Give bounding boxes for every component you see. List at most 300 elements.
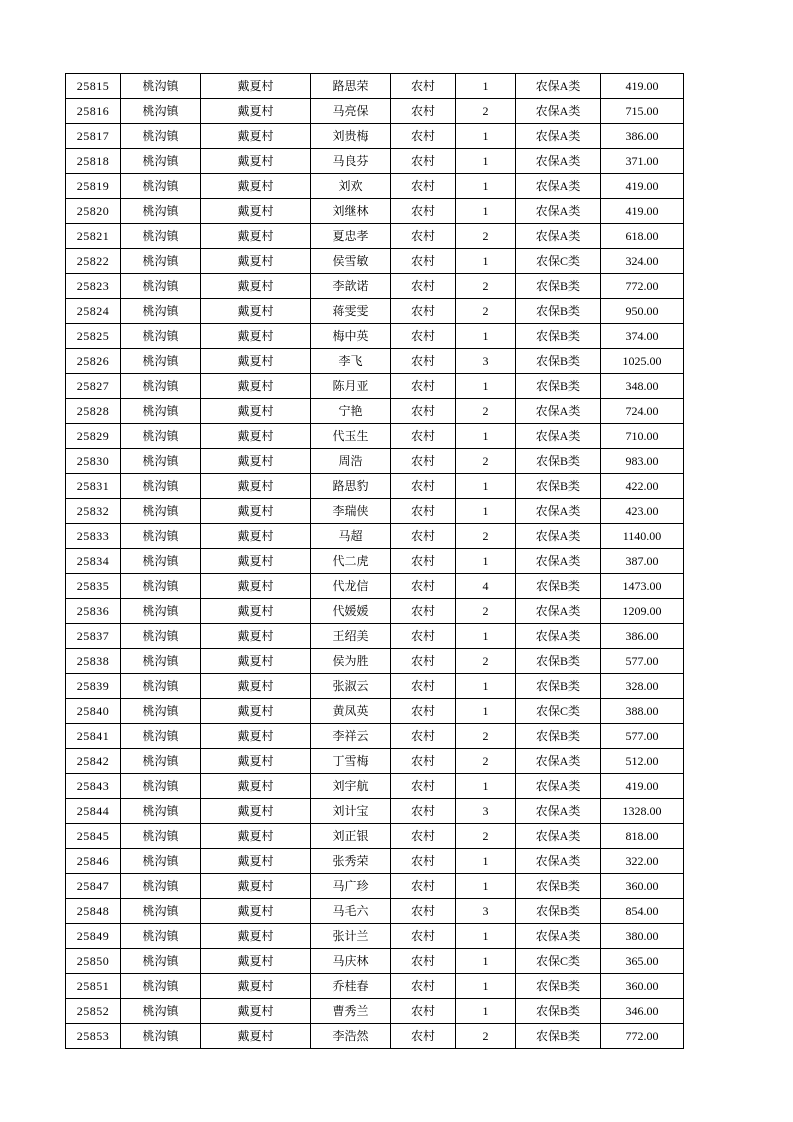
table-row [66,599,684,624]
cell-amount: 512.00 [601,749,684,774]
cell-type: 农村 [391,549,456,574]
cell-village: 戴夏村 [201,599,311,624]
cell-id: 25817 [66,124,121,149]
cell-count: 1 [456,924,516,949]
cell-amount: 322.00 [601,849,684,874]
cell-category: 农保C类 [516,249,601,274]
table-row [66,74,684,99]
cell-name: 李浩然 [311,1024,391,1049]
cell-town: 桃沟镇 [121,124,201,149]
table-row [66,874,684,899]
cell-type: 农村 [391,274,456,299]
cell-count: 2 [456,649,516,674]
cell-name: 侯雪敏 [311,249,391,274]
cell-village: 戴夏村 [201,524,311,549]
cell-id: 25837 [66,624,121,649]
cell-name: 李飞 [311,349,391,374]
table-row [66,724,684,749]
cell-amount: 380.00 [601,924,684,949]
cell-type: 农村 [391,874,456,899]
cell-id: 25848 [66,899,121,924]
cell-id: 25820 [66,199,121,224]
cell-village: 戴夏村 [201,124,311,149]
cell-town: 桃沟镇 [121,399,201,424]
cell-amount: 1473.00 [601,574,684,599]
cell-village: 戴夏村 [201,849,311,874]
cell-type: 农村 [391,924,456,949]
cell-id: 25818 [66,149,121,174]
cell-village: 戴夏村 [201,449,311,474]
table-row [66,349,684,374]
cell-town: 桃沟镇 [121,874,201,899]
cell-name: 曹秀兰 [311,999,391,1024]
cell-category: 农保B类 [516,674,601,699]
cell-count: 2 [456,1024,516,1049]
cell-id: 25836 [66,599,121,624]
cell-type: 农村 [391,249,456,274]
table-row [66,374,684,399]
cell-id: 25822 [66,249,121,274]
cell-type: 农村 [391,674,456,699]
cell-id: 25830 [66,449,121,474]
cell-category: 农保A类 [516,424,601,449]
cell-count: 1 [456,324,516,349]
cell-type: 农村 [391,974,456,999]
table-row [66,649,684,674]
cell-type: 农村 [391,449,456,474]
cell-type: 农村 [391,999,456,1024]
cell-type: 农村 [391,349,456,374]
cell-count: 2 [456,99,516,124]
cell-count: 3 [456,799,516,824]
cell-town: 桃沟镇 [121,974,201,999]
table-row [66,199,684,224]
cell-name: 刘正银 [311,824,391,849]
cell-village: 戴夏村 [201,899,311,924]
cell-town: 桃沟镇 [121,899,201,924]
cell-category: 农保B类 [516,999,601,1024]
cell-count: 2 [456,524,516,549]
cell-count: 1 [456,499,516,524]
cell-name: 马广珍 [311,874,391,899]
table-row [66,849,684,874]
cell-name: 刘贵梅 [311,124,391,149]
cell-id: 25842 [66,749,121,774]
cell-type: 农村 [391,524,456,549]
cell-amount: 422.00 [601,474,684,499]
cell-town: 桃沟镇 [121,499,201,524]
cell-name: 刘宇航 [311,774,391,799]
cell-village: 戴夏村 [201,874,311,899]
cell-type: 农村 [391,649,456,674]
cell-village: 戴夏村 [201,99,311,124]
cell-town: 桃沟镇 [121,524,201,549]
cell-id: 25847 [66,874,121,899]
table-row [66,949,684,974]
cell-category: 农保B类 [516,574,601,599]
cell-category: 农保A类 [516,174,601,199]
cell-category: 农保A类 [516,399,601,424]
cell-village: 戴夏村 [201,174,311,199]
cell-village: 戴夏村 [201,149,311,174]
cell-name: 乔桂春 [311,974,391,999]
cell-category: 农保B类 [516,449,601,474]
cell-type: 农村 [391,574,456,599]
cell-count: 1 [456,549,516,574]
cell-amount: 1209.00 [601,599,684,624]
cell-id: 25823 [66,274,121,299]
cell-category: 农保A类 [516,749,601,774]
cell-amount: 360.00 [601,874,684,899]
cell-amount: 371.00 [601,149,684,174]
cell-id: 25833 [66,524,121,549]
table-row [66,1024,684,1049]
cell-id: 25832 [66,499,121,524]
cell-village: 戴夏村 [201,824,311,849]
cell-type: 农村 [391,299,456,324]
cell-name: 宁艳 [311,399,391,424]
cell-amount: 388.00 [601,699,684,724]
cell-id: 25821 [66,224,121,249]
cell-category: 农保A类 [516,124,601,149]
cell-count: 2 [456,599,516,624]
cell-name: 张秀荣 [311,849,391,874]
cell-category: 农保B类 [516,724,601,749]
cell-category: 农保B类 [516,349,601,374]
cell-type: 农村 [391,749,456,774]
cell-category: 农保C类 [516,949,601,974]
cell-name: 刘欢 [311,174,391,199]
cell-type: 农村 [391,399,456,424]
cell-town: 桃沟镇 [121,599,201,624]
cell-town: 桃沟镇 [121,424,201,449]
cell-category: 农保B类 [516,374,601,399]
cell-town: 桃沟镇 [121,99,201,124]
cell-type: 农村 [391,774,456,799]
cell-amount: 386.00 [601,624,684,649]
cell-category: 农保B类 [516,649,601,674]
cell-amount: 854.00 [601,899,684,924]
cell-amount: 374.00 [601,324,684,349]
cell-id: 25834 [66,549,121,574]
cell-type: 农村 [391,624,456,649]
cell-name: 蒋雯雯 [311,299,391,324]
cell-category: 农保A类 [516,99,601,124]
cell-name: 王绍美 [311,624,391,649]
cell-amount: 423.00 [601,499,684,524]
table-row [66,749,684,774]
cell-id: 25849 [66,924,121,949]
cell-town: 桃沟镇 [121,849,201,874]
cell-id: 25835 [66,574,121,599]
cell-town: 桃沟镇 [121,724,201,749]
table-row [66,924,684,949]
table-row [66,224,684,249]
cell-name: 马良芬 [311,149,391,174]
cell-count: 1 [456,874,516,899]
cell-category: 农保A类 [516,774,601,799]
cell-town: 桃沟镇 [121,924,201,949]
cell-amount: 818.00 [601,824,684,849]
table-row [66,174,684,199]
cell-town: 桃沟镇 [121,674,201,699]
cell-type: 农村 [391,699,456,724]
cell-amount: 983.00 [601,449,684,474]
cell-count: 1 [456,699,516,724]
cell-amount: 387.00 [601,549,684,574]
cell-town: 桃沟镇 [121,299,201,324]
cell-village: 戴夏村 [201,74,311,99]
cell-category: 农保A类 [516,149,601,174]
cell-type: 农村 [391,99,456,124]
cell-town: 桃沟镇 [121,999,201,1024]
cell-town: 桃沟镇 [121,449,201,474]
cell-town: 桃沟镇 [121,649,201,674]
cell-id: 25853 [66,1024,121,1049]
cell-type: 农村 [391,149,456,174]
cell-type: 农村 [391,74,456,99]
cell-category: 农保B类 [516,974,601,999]
cell-village: 戴夏村 [201,499,311,524]
cell-name: 张计兰 [311,924,391,949]
table-row [66,899,684,924]
cell-village: 戴夏村 [201,624,311,649]
cell-category: 农保A类 [516,924,601,949]
table-row [66,249,684,274]
cell-id: 25815 [66,74,121,99]
cell-name: 路思豹 [311,474,391,499]
cell-village: 戴夏村 [201,274,311,299]
cell-village: 戴夏村 [201,399,311,424]
cell-count: 1 [456,849,516,874]
cell-id: 25825 [66,324,121,349]
cell-name: 马庆林 [311,949,391,974]
cell-category: 农保B类 [516,324,601,349]
cell-type: 农村 [391,324,456,349]
cell-count: 1 [456,999,516,1024]
cell-name: 李歆诺 [311,274,391,299]
cell-type: 农村 [391,1024,456,1049]
cell-town: 桃沟镇 [121,149,201,174]
table-row [66,824,684,849]
cell-town: 桃沟镇 [121,824,201,849]
table-row [66,424,684,449]
cell-amount: 419.00 [601,174,684,199]
cell-category: 农保B类 [516,274,601,299]
cell-village: 戴夏村 [201,999,311,1024]
cell-type: 农村 [391,224,456,249]
cell-amount: 348.00 [601,374,684,399]
cell-town: 桃沟镇 [121,374,201,399]
cell-id: 25819 [66,174,121,199]
cell-id: 25827 [66,374,121,399]
cell-category: 农保A类 [516,549,601,574]
cell-town: 桃沟镇 [121,699,201,724]
cell-name: 李祥云 [311,724,391,749]
cell-amount: 324.00 [601,249,684,274]
cell-id: 25838 [66,649,121,674]
cell-count: 3 [456,349,516,374]
cell-type: 农村 [391,849,456,874]
cell-type: 农村 [391,799,456,824]
cell-id: 25831 [66,474,121,499]
table-row [66,474,684,499]
cell-village: 戴夏村 [201,324,311,349]
cell-id: 25851 [66,974,121,999]
cell-town: 桃沟镇 [121,224,201,249]
cell-amount: 724.00 [601,399,684,424]
cell-category: 农保A类 [516,599,601,624]
cell-type: 农村 [391,474,456,499]
cell-village: 戴夏村 [201,374,311,399]
cell-category: 农保A类 [516,849,601,874]
cell-count: 1 [456,774,516,799]
cell-name: 夏忠孝 [311,224,391,249]
cell-village: 戴夏村 [201,424,311,449]
cell-id: 25816 [66,99,121,124]
cell-amount: 328.00 [601,674,684,699]
cell-count: 1 [456,974,516,999]
cell-type: 农村 [391,824,456,849]
cell-village: 戴夏村 [201,474,311,499]
cell-count: 1 [456,674,516,699]
cell-id: 25844 [66,799,121,824]
table-row [66,524,684,549]
cell-count: 1 [456,474,516,499]
cell-town: 桃沟镇 [121,749,201,774]
cell-type: 农村 [391,499,456,524]
cell-village: 戴夏村 [201,674,311,699]
cell-count: 1 [456,149,516,174]
cell-amount: 419.00 [601,74,684,99]
cell-town: 桃沟镇 [121,324,201,349]
cell-category: 农保A类 [516,499,601,524]
cell-id: 25845 [66,824,121,849]
cell-village: 戴夏村 [201,299,311,324]
cell-name: 黄凤英 [311,699,391,724]
cell-count: 3 [456,899,516,924]
cell-amount: 950.00 [601,299,684,324]
cell-village: 戴夏村 [201,924,311,949]
cell-name: 代玉生 [311,424,391,449]
table-row [66,299,684,324]
cell-amount: 715.00 [601,99,684,124]
cell-id: 25850 [66,949,121,974]
cell-name: 刘继林 [311,199,391,224]
cell-town: 桃沟镇 [121,74,201,99]
cell-name: 李瑞侠 [311,499,391,524]
cell-village: 戴夏村 [201,249,311,274]
cell-category: 农保C类 [516,699,601,724]
cell-village: 戴夏村 [201,649,311,674]
cell-village: 戴夏村 [201,549,311,574]
cell-amount: 365.00 [601,949,684,974]
cell-name: 马超 [311,524,391,549]
cell-id: 25846 [66,849,121,874]
table-body [66,74,684,1049]
cell-count: 2 [456,224,516,249]
cell-village: 戴夏村 [201,724,311,749]
table-row [66,999,684,1024]
cell-category: 农保A类 [516,624,601,649]
cell-count: 1 [456,949,516,974]
cell-category: 农保B类 [516,1024,601,1049]
cell-amount: 577.00 [601,724,684,749]
cell-type: 农村 [391,174,456,199]
cell-village: 戴夏村 [201,974,311,999]
table-row [66,574,684,599]
cell-id: 25843 [66,774,121,799]
cell-name: 梅中英 [311,324,391,349]
cell-count: 1 [456,174,516,199]
cell-name: 马毛六 [311,899,391,924]
cell-type: 农村 [391,199,456,224]
cell-category: 农保A类 [516,824,601,849]
cell-id: 25824 [66,299,121,324]
cell-name: 侯为胜 [311,649,391,674]
cell-name: 代二虎 [311,549,391,574]
cell-town: 桃沟镇 [121,799,201,824]
cell-category: 农保B类 [516,474,601,499]
cell-amount: 618.00 [601,224,684,249]
cell-name: 陈月亚 [311,374,391,399]
cell-village: 戴夏村 [201,574,311,599]
table-row [66,124,684,149]
cell-name: 张淑云 [311,674,391,699]
table-row [66,699,684,724]
cell-count: 1 [456,124,516,149]
cell-village: 戴夏村 [201,799,311,824]
cell-village: 戴夏村 [201,949,311,974]
cell-type: 农村 [391,424,456,449]
cell-amount: 772.00 [601,1024,684,1049]
cell-count: 1 [456,199,516,224]
cell-id: 25841 [66,724,121,749]
cell-town: 桃沟镇 [121,624,201,649]
cell-count: 2 [456,824,516,849]
cell-town: 桃沟镇 [121,174,201,199]
cell-category: 农保B类 [516,299,601,324]
cell-id: 25826 [66,349,121,374]
cell-town: 桃沟镇 [121,1024,201,1049]
cell-type: 农村 [391,899,456,924]
cell-amount: 1328.00 [601,799,684,824]
cell-amount: 1025.00 [601,349,684,374]
cell-category: 农保B类 [516,899,601,924]
cell-id: 25840 [66,699,121,724]
cell-village: 戴夏村 [201,224,311,249]
cell-village: 戴夏村 [201,1024,311,1049]
cell-category: 农保A类 [516,799,601,824]
cell-category: 农保A类 [516,524,601,549]
cell-amount: 772.00 [601,274,684,299]
cell-count: 2 [456,724,516,749]
cell-type: 农村 [391,374,456,399]
cell-town: 桃沟镇 [121,474,201,499]
table-row [66,274,684,299]
table-row [66,974,684,999]
cell-amount: 360.00 [601,974,684,999]
cell-village: 戴夏村 [201,749,311,774]
cell-town: 桃沟镇 [121,349,201,374]
cell-village: 戴夏村 [201,699,311,724]
table-row [66,499,684,524]
table-row [66,674,684,699]
cell-amount: 346.00 [601,999,684,1024]
cell-amount: 710.00 [601,424,684,449]
cell-name: 代龙信 [311,574,391,599]
cell-name: 周浩 [311,449,391,474]
